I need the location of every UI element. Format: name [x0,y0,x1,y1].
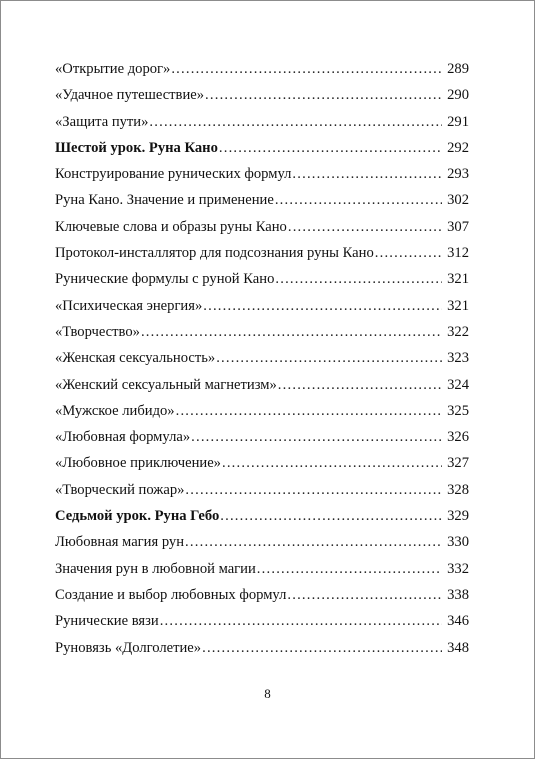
toc-entry-title: «Любовная формула» [55,429,191,446]
toc-entry-page-number: 332 [447,560,469,577]
dot-leader [220,503,442,529]
toc-entry [55,582,469,608]
toc-entry-title: Руновязь «Долголетие» [55,639,202,656]
toc-entry-page-number: 293 [447,166,469,183]
toc-entry [55,82,469,108]
toc-entry-page-number: 290 [447,87,469,104]
toc-entry-page-number: 325 [447,402,469,419]
dot-leader [185,477,442,503]
toc-entry-page-number: 322 [447,323,469,340]
toc-entry-page-number: 307 [447,218,469,235]
toc-entry [55,477,469,503]
page-number: 8 [264,686,271,701]
dot-leader [160,608,442,634]
toc-entry [55,345,469,371]
toc-entry [55,556,469,582]
toc-entry-page-number: 338 [447,586,469,603]
dot-leader [275,266,442,292]
dot-leader [278,372,442,398]
toc-entry-page-number: 326 [447,429,469,446]
toc-entry-title: «Любовное приключение» [55,455,221,472]
toc-entry-page-number: 330 [447,534,469,551]
toc-entry [55,529,469,555]
dot-leader [203,293,442,319]
toc-entry-title: «Мужское либидо» [55,402,175,419]
toc-entry-page-number: 321 [447,297,469,314]
toc-entry [55,56,469,82]
toc-entry-page-number: 323 [447,350,469,367]
toc-entry-title: «Творческий пожар» [55,481,185,498]
toc-entry-title: «Защита пути» [55,113,149,130]
toc-entry [55,135,469,161]
dot-leader [205,82,442,108]
toc-entry [55,635,469,661]
toc-entry-page-number: 346 [447,613,469,630]
dot-leader [202,635,442,661]
toc-entry-title: Конструирование рунических формул [55,166,292,183]
toc-entry-title: Рунические вязи [55,613,159,630]
toc-entry-title: Рунические формулы с руной Кано [55,271,275,288]
toc-entry-page-number: 327 [447,455,469,472]
table-of-contents [55,56,469,661]
toc-entry-page-number: 312 [447,245,469,262]
toc-entry-title: «Женский сексуальный магнетизм» [55,376,277,393]
dot-leader [141,319,442,345]
toc-entry-title: «Удачное путешествие» [55,87,205,104]
toc-entry [55,398,469,424]
toc-entry-page-number: 292 [447,139,469,156]
toc-entry-page-number: 348 [447,639,469,656]
toc-entry [55,161,469,187]
toc-entry-title: Седьмой урок. Руна Гебо [55,508,220,525]
dot-leader [375,240,442,266]
toc-entry [55,424,469,450]
dot-leader [288,214,442,240]
toc-entry-page-number: 291 [447,113,469,130]
toc-entry [55,293,469,319]
dot-leader [149,109,442,135]
toc-entry-title: Шестой урок. Руна Кано [55,139,218,156]
toc-entry [55,503,469,529]
toc-entry-title: «Творчество» [55,323,140,340]
toc-entry-title: Протокол-инсталлятор для подсознания руны Кано [55,245,374,262]
dot-leader [222,450,442,476]
dot-leader [171,56,442,82]
toc-entry-page-number: 328 [447,481,469,498]
toc-entry-page-number: 321 [447,271,469,288]
dot-leader [185,529,442,555]
toc-entry [55,266,469,292]
dot-leader [275,187,442,213]
toc-entry-title: Руна Кано. Значение и применение [55,192,274,209]
toc-entry [55,450,469,476]
toc-entry-page-number: 329 [447,508,469,525]
toc-entry [55,319,469,345]
toc-entry-title: Значения рун в любовной магии [55,560,256,577]
toc-entry [55,187,469,213]
dot-leader [219,135,442,161]
dot-leader [176,398,442,424]
toc-entry-title: «Открытие дорог» [55,61,171,77]
toc-entry-title: Ключевые слова и образы руны Кано [55,218,287,235]
dot-leader [191,424,442,450]
toc-entry [55,608,469,634]
toc-entry [55,214,469,240]
dot-leader [287,582,442,608]
toc-entry-title: «Женская сексуальность» [55,350,216,367]
toc-entry [55,109,469,135]
toc-entry [55,372,469,398]
toc-entry-page-number: 289 [447,61,469,77]
dot-leader [292,161,442,187]
toc-entry-title: «Психическая энергия» [55,297,203,314]
toc-entry-title: Создание и выбор любовных формул [55,586,287,603]
dot-leader [257,556,442,582]
toc-entry-page-number: 324 [447,376,469,393]
toc-entry-page-number: 302 [447,192,469,209]
dot-leader [216,345,442,371]
toc-entry-title: Любовная магия рун [55,534,185,551]
toc-entry [55,240,469,266]
